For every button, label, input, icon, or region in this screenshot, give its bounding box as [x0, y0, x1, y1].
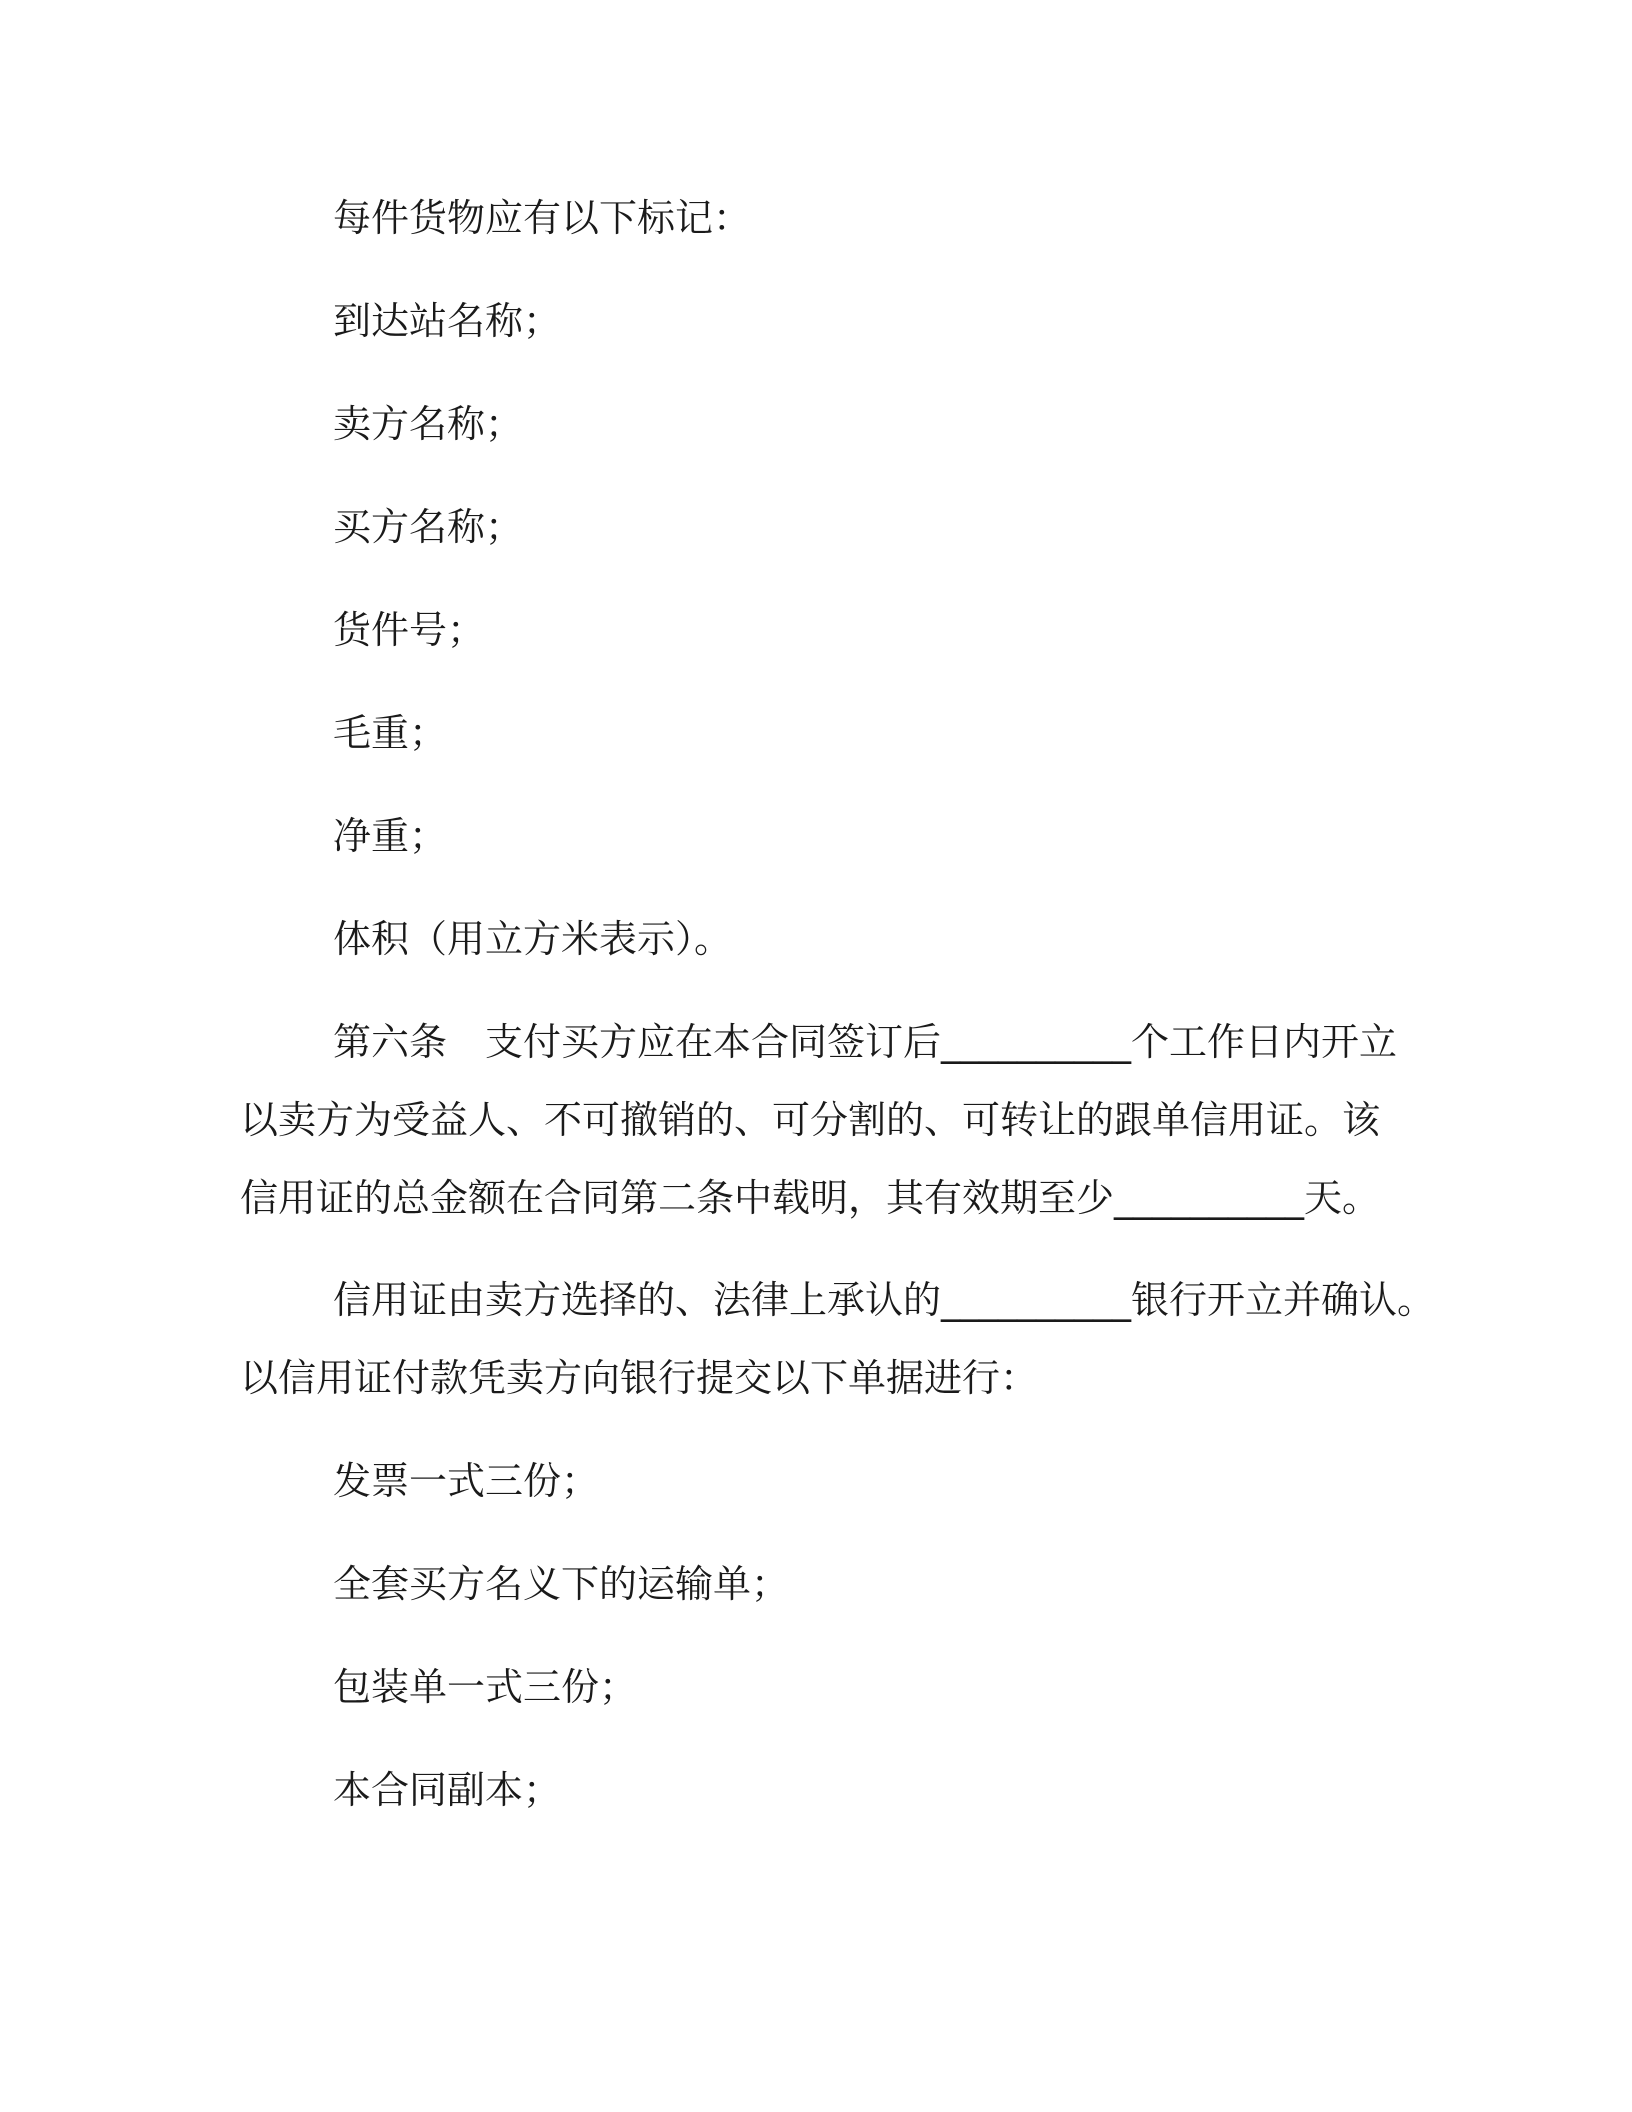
article-six-line-3: 信用证的总金额在合同第二条中载明，其有效期至少__________天。 — [240, 1176, 1381, 1220]
marking-heading: 每件货物应有以下标记： — [333, 196, 752, 240]
document-item-contract-copy: 本合同副本； — [333, 1768, 562, 1812]
marking-item-buyer: 买方名称； — [333, 505, 524, 549]
credit-bank-line-1: 信用证由卖方选择的、法律上承认的__________银行开立并确认。 — [333, 1278, 1436, 1322]
marking-item-volume: 体积（用立方米表示）。 — [333, 917, 733, 961]
article-six-line-2: 以卖方为受益人、不可撤销的、可分割的、可转让的跟单信用证。该 — [240, 1098, 1381, 1142]
marking-item-seller: 卖方名称； — [333, 402, 524, 446]
marking-item-number: 货件号； — [333, 608, 486, 652]
document-item-packing: 包装单一式三份； — [333, 1665, 638, 1709]
marking-item-net-weight: 净重； — [333, 814, 448, 858]
article-six-line-1: 第六条 支付买方应在本合同签订后__________个工作日内开立 — [333, 1020, 1398, 1064]
document-item-transport: 全套买方名义下的运输单； — [333, 1562, 790, 1606]
credit-bank-line-2: 以信用证付款凭卖方向银行提交以下单据进行： — [240, 1356, 1039, 1400]
marking-item-gross-weight: 毛重； — [333, 711, 448, 755]
marking-item-station: 到达站名称； — [333, 299, 562, 343]
document-item-invoice: 发票一式三份； — [333, 1459, 600, 1503]
